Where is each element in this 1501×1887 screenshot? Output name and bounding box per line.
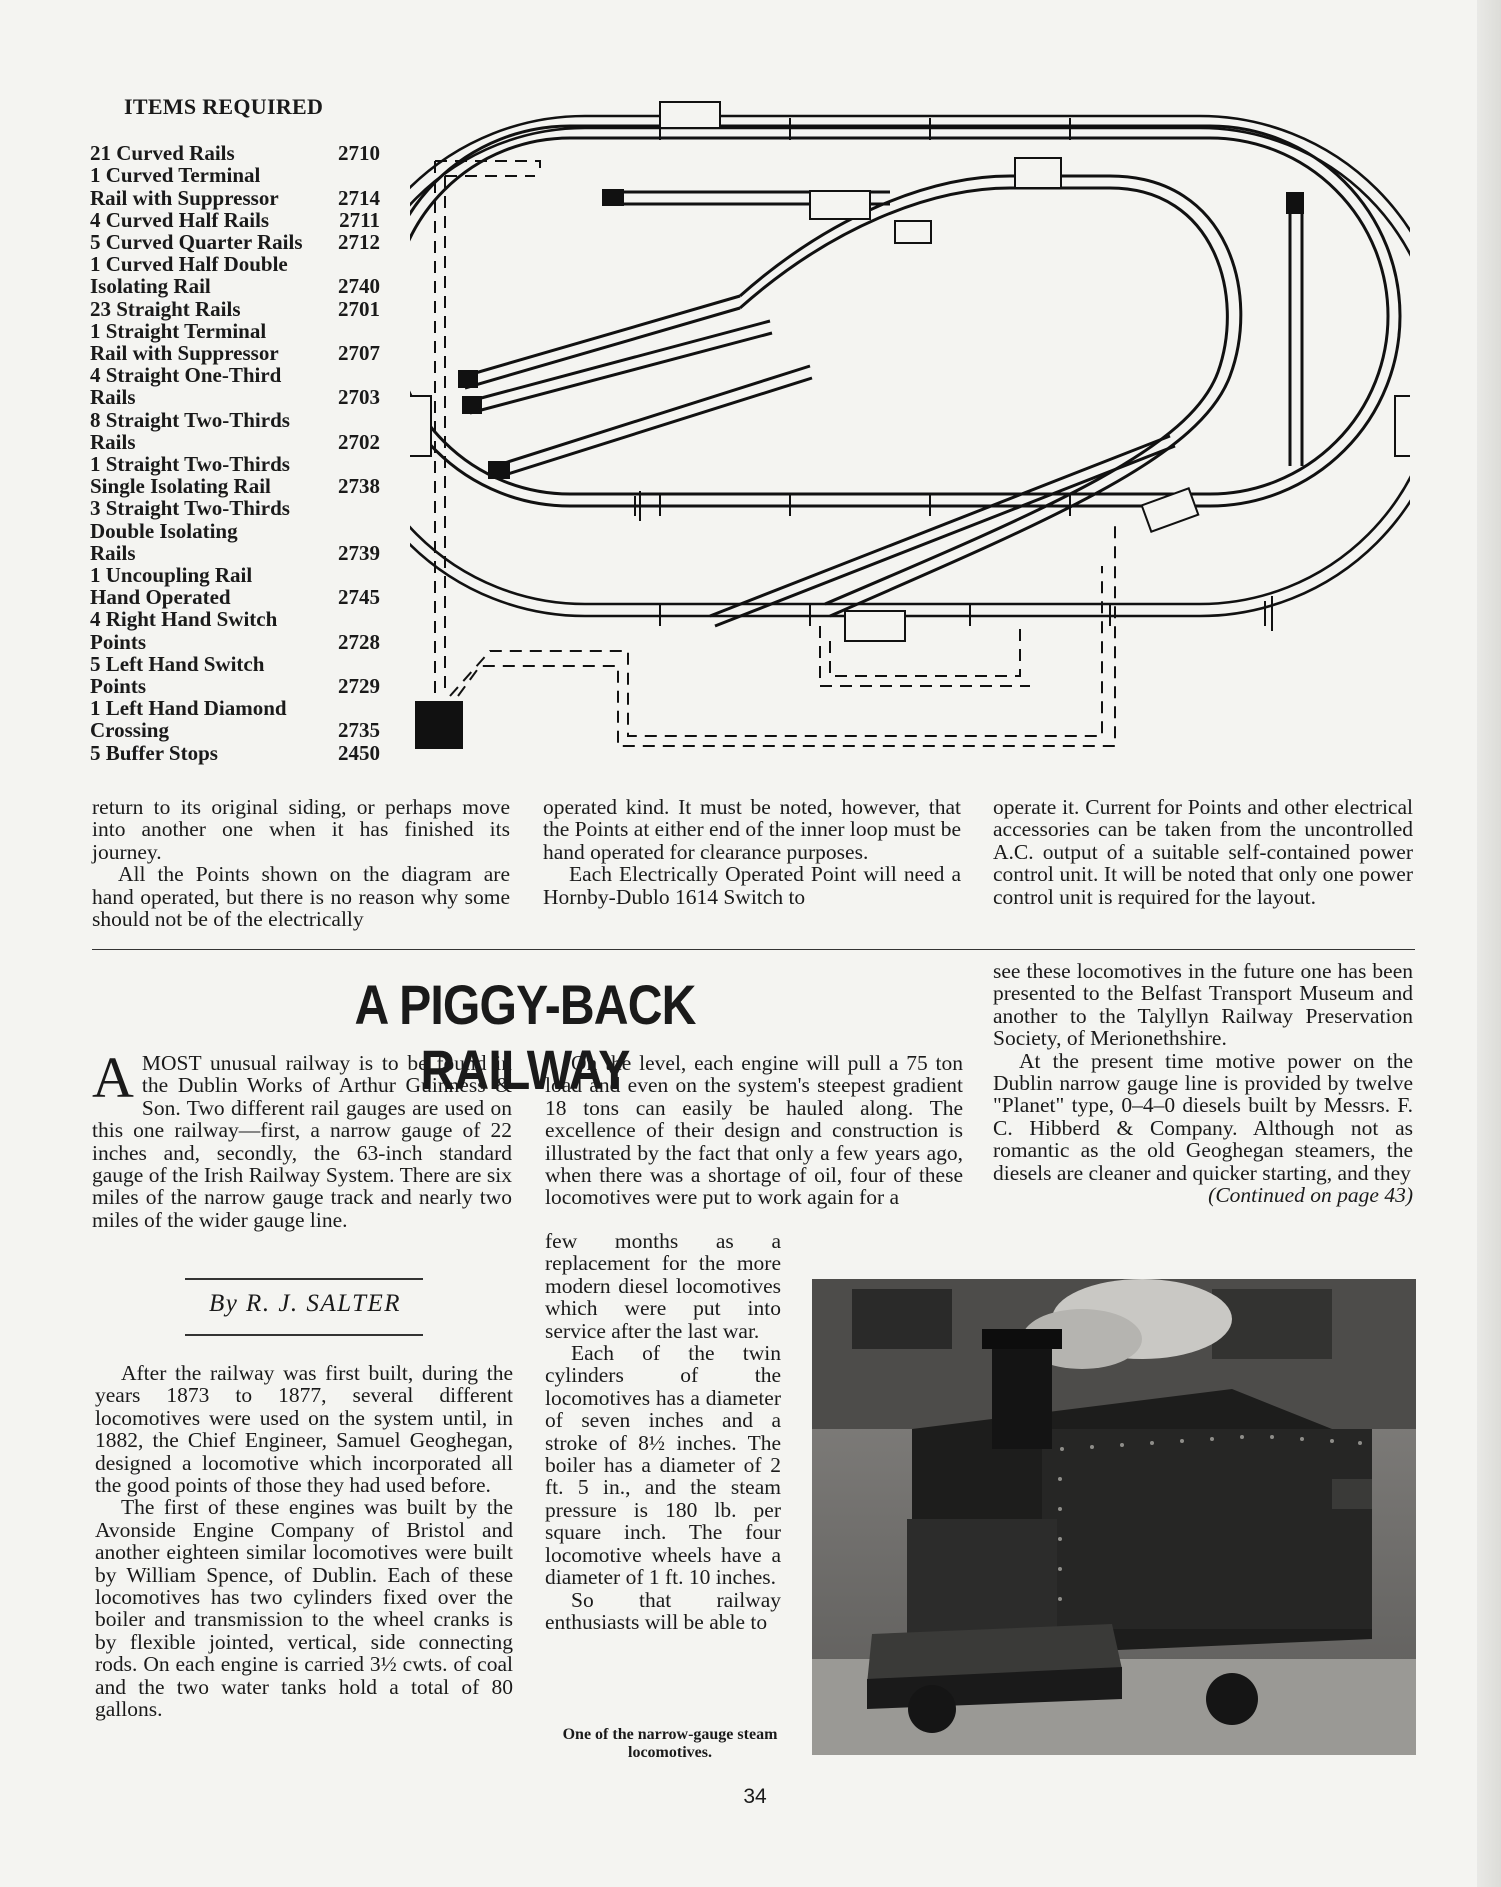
item-code: 2729	[338, 674, 380, 699]
item-code: 2739	[338, 540, 380, 565]
item-row	[90, 142, 380, 164]
col2-narrow-para-3: So that railway enthusiasts will be able to	[545, 1587, 781, 1634]
locomotive-illustration	[812, 1279, 1416, 1755]
item-code: 2740	[338, 274, 380, 299]
item-name: 1 Straight Two-Thirds Single Isolating Rail	[90, 452, 290, 499]
item-code: 2702	[338, 429, 380, 454]
item-code: 2728	[338, 629, 380, 654]
item-code: 2735	[338, 718, 380, 743]
top-col2-para-2: Each Electrically Operated Point will need a Hornby-Dublo 1614 Switch to	[543, 862, 961, 909]
byline-rule-bottom	[185, 1334, 423, 1336]
item-code: 2450	[338, 740, 380, 765]
item-name: 5 Curved Quarter Rails	[90, 230, 303, 255]
item-code: 2710	[338, 141, 380, 166]
item-name: 23 Straight Rails	[90, 296, 241, 321]
article-column-3	[993, 960, 1413, 1206]
col3-para-2: At the present time motive power on the Dublin narrow gauge line is provided by twelve "Planet" type, 0–4–0 diesels built by Messrs. F. C. Hibberd & Company. Although not as romantic as the old Geoghegan steamers, the diesels are cleaner and quicker starting, and they	[993, 1048, 1413, 1185]
item-name: 1 Straight Terminal Rail with Suppressor	[90, 318, 279, 366]
item-row	[90, 497, 380, 564]
item-row	[90, 320, 380, 364]
item-code: 2712	[338, 230, 380, 255]
item-code: 2714	[338, 185, 380, 210]
top-col1-para-2: All the Points shown on the diagram are hand operated, but there is no reason why some should not be of the electrically	[92, 862, 510, 932]
item-row	[90, 209, 380, 231]
top-col2-para-1: operated kind. It must be noted, however, that the Points at either end of the inner loop must be hand operated for clearance purposes.	[543, 795, 961, 864]
col2-para-top: On the level, each engine will pull a 75 ton load and even on the system's steepest gradient 18 tons can easily be hauled along. The excellence of their design and construction is illustrated by the fact that only a few years ago, when there was a shortage of oil, four of these locomotives were put to work again for a	[545, 1051, 963, 1210]
top-col1-para-1: return to its original siding, or perhaps move into another one when it has finished its journey.	[92, 795, 510, 864]
item-row	[90, 164, 380, 208]
item-row	[90, 697, 380, 741]
item-row	[90, 608, 380, 652]
top-column-1	[92, 796, 510, 930]
items-required-title: ITEMS REQUIRED	[124, 94, 324, 119]
item-code: 2701	[338, 296, 380, 321]
item-row	[90, 231, 380, 253]
item-name: 4 Curved Half Rails	[90, 207, 270, 232]
item-code: 2703	[338, 385, 380, 410]
photo-caption: One of the narrow-gauge steam locomotives.	[562, 1726, 778, 1761]
col2-narrow-para-2: Each of the twin cylinders of the locomotives has a diameter of seven inches and a stroke of 8½ inches. The boiler has a diameter of 2 ft. 5 in., and the steam pressure is 180 lb. per square inch. The four locomotive wheels have a diameter of 1 ft. 10 inches.	[545, 1341, 781, 1590]
item-name: 4 Straight One-Third Rails	[90, 363, 282, 410]
byline: By R. J. SALTER	[208, 1290, 402, 1317]
items-list	[90, 142, 380, 764]
col1-para-1: After the railway was first built, during the years 1873 to 1877, several different locomotives were used on the system until, in 1882, the Chief Engineer, Samuel Geoghegan, designed a locomotive which incorporated all the good points of those they had used before.	[95, 1361, 513, 1498]
col2-narrow-para-1: few months as a replacement for the more modern diesel locomotives which were put into service after the last war.	[545, 1229, 781, 1343]
item-row	[90, 742, 380, 764]
item-name: 1 Curved Half Double Isolating Rail	[90, 252, 288, 299]
item-name: 8 Straight Two-Thirds Rails	[90, 407, 290, 454]
item-name: 1 Curved Terminal Rail with Suppressor	[90, 163, 279, 210]
article-intro	[92, 1045, 512, 1232]
item-row	[90, 298, 380, 320]
article-column-1	[95, 1362, 513, 1721]
col3-para-1: see these locomotives in the future one has been presented to the Belfast Transport Museum and another to the Talyllyn Railway Preservation Society, of Merionethshire.	[993, 959, 1413, 1051]
item-row	[90, 364, 380, 408]
item-name: 3 Straight Two-Thirds Double Isolating Rails	[90, 496, 290, 565]
item-name: 1 Left Hand Diamond Crossing	[90, 696, 287, 743]
item-code: 2745	[338, 585, 380, 610]
item-code: 2711	[339, 207, 380, 232]
locomotive-photo	[812, 1279, 1416, 1755]
top-column-3	[993, 796, 1413, 908]
item-name: 5 Buffer Stops	[90, 740, 218, 765]
item-name: 21 Curved Rails	[90, 141, 235, 166]
item-row	[90, 653, 380, 697]
page-number: 34	[743, 1785, 767, 1808]
track-layout-diagram	[410, 96, 1410, 776]
item-row	[90, 409, 380, 453]
drop-cap: A	[92, 1045, 134, 1110]
intro-text: MOST unusual railway is to be found in the Dublin Works of Arthur Guinness & Son. Two different rail gauges are used on this one railway—first, a narrow gauge of 22 inches and, secondly, the 63-inch standard gauge of the Irish Railway System. There are six miles of the narrow gauge track and nearly two miles of the wider gauge line.	[92, 1051, 512, 1232]
item-row	[90, 453, 380, 497]
page-edge	[1477, 0, 1501, 1887]
item-code: 2738	[338, 474, 380, 499]
item-name: 5 Left Hand Switch Points	[90, 651, 265, 699]
article-column-2-narrow	[545, 1230, 781, 1633]
item-row	[90, 253, 380, 297]
items-required-list	[90, 96, 380, 764]
item-name: 1 Uncoupling Rail Hand Operated	[90, 563, 253, 610]
section-divider	[92, 949, 1415, 950]
continued-note: (Continued on page 43)	[1208, 1183, 1413, 1208]
article-headline: A PIGGY-BACK RAILWAY	[354, 973, 696, 1101]
item-name: 4 Right Hand Switch Points	[90, 607, 278, 654]
item-code: 2707	[338, 341, 380, 366]
top-column-2	[543, 796, 961, 908]
article-column-2-top	[545, 1052, 963, 1209]
top-col3-para-1: operate it. Current for Points and other electrical accessories can be taken from the uncontrolled A.C. output of a suitable self-contained power control unit. It will be noted that only one power control unit is required for the layout.	[993, 795, 1413, 909]
item-row	[90, 564, 380, 608]
col1-para-2: The first of these engines was built by the Avonside Engine Company of Bristol and another eighteen similar locomotives were built by William Spence, of Dublin. Each of these locomotives has two cylinders fixed over the boiler and transmission to the wheel cranks is by flexible jointed, vertical, side connecting rods. On each engine is carried 3½ cwts. of coal and the two water tanks hold a total of 80 gallons.	[95, 1495, 513, 1722]
byline-rule-top	[185, 1278, 423, 1280]
